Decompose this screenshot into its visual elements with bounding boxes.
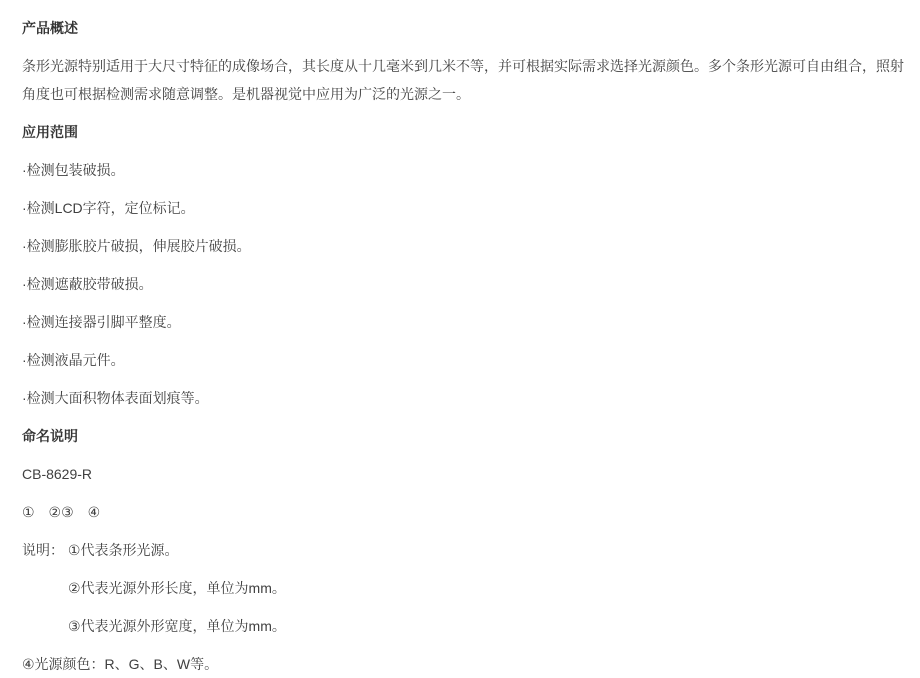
section-heading-naming: 命名说明 [22,428,78,444]
application-item: ·检测遮蔽胶带破损。 [22,276,153,292]
section-heading-applications: 应用范围 [22,124,78,140]
naming-note-2: ②代表光源外形长度，单位为mm。 [68,580,286,596]
model-code: CB-8629-R [22,466,93,482]
application-item: ·检测液晶元件。 [22,352,125,368]
naming-note-3: ③代表光源外形宽度，单位为mm。 [68,618,286,634]
naming-note-1: 说明： ①代表条形光源。 [22,542,179,558]
section-heading-overview: 产品概述 [22,20,78,36]
application-item: ·检测LCD字符，定位标记。 [22,200,195,216]
application-item: ·检测连接器引脚平整度。 [22,314,181,330]
application-item: ·检测包装破损。 [22,162,125,178]
digit-markers: ① ②③ ④ [22,504,101,520]
application-item: ·检测膨胀胶片破损，伸展胶片破损。 [22,238,251,254]
naming-note-4: ④光源颜色：R、G、B、W等。 [22,656,219,672]
application-item: ·检测大面积物体表面划痕等。 [22,390,209,406]
overview-paragraph: 条形光源特别适用于大尺寸特征的成像场合，其长度从十几毫米到几米不等，并可根据实际需求选择光源颜色。多个条形光源可自由组合，照射角度也可根据检测需求随意调整。是机器视觉中应用为广泛的光源之一。 [22,58,904,102]
